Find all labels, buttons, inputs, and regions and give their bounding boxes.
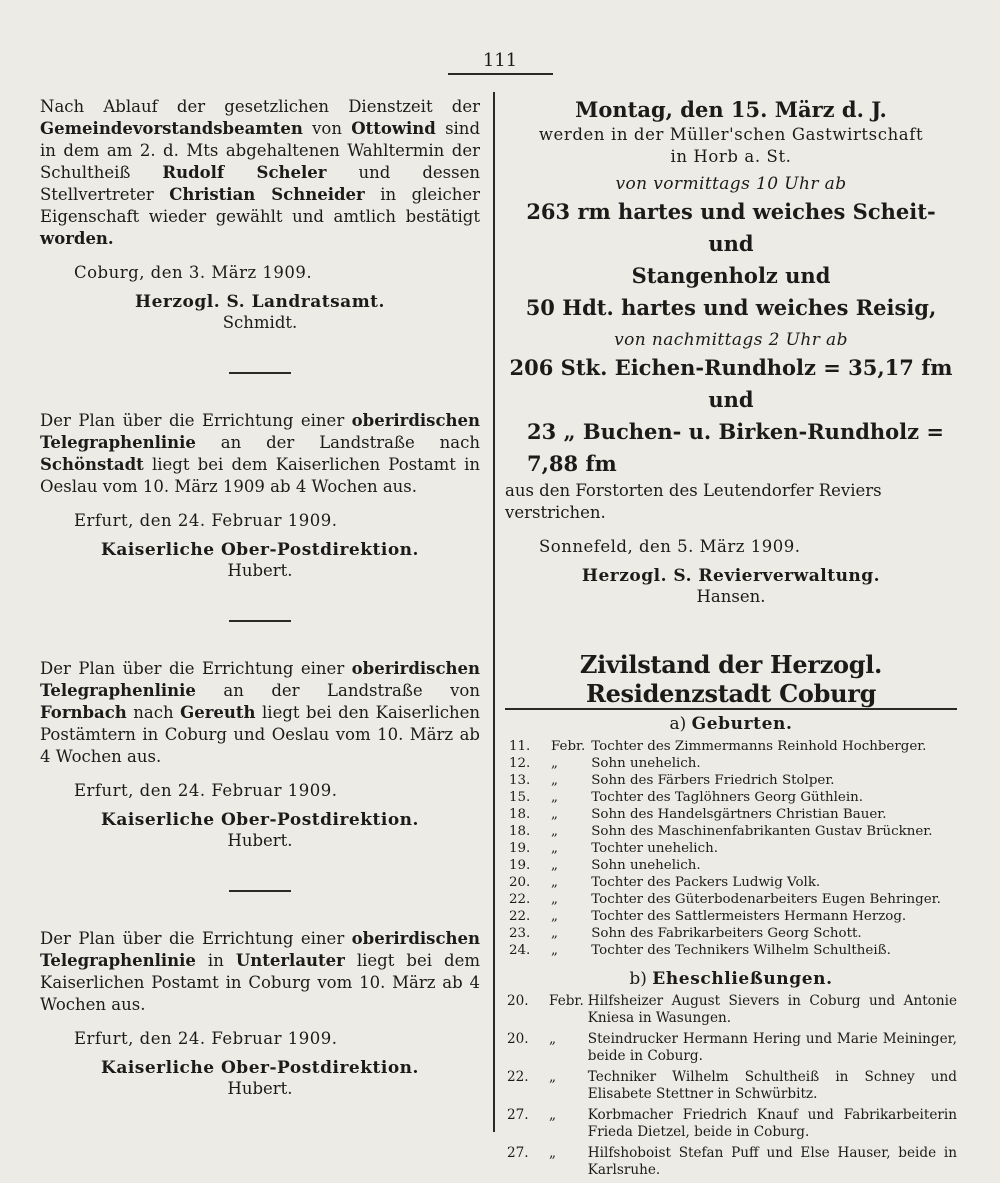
register-day: 24. <box>509 943 531 958</box>
table-row <box>505 891 957 908</box>
emphasized-text: Ottowind <box>351 119 436 138</box>
notice-authority: Herzogl. S. Revierverwaltung. <box>581 566 881 586</box>
emphasized-text: Rudolf Scheler <box>162 163 327 182</box>
register-title: Zivilstand der Herzogl. Residenzstadt Coburg <box>579 650 883 708</box>
register-entry: Tochter unehelich. <box>591 841 718 856</box>
register-month: „ <box>549 1107 557 1123</box>
body-text-segment: nach <box>126 703 181 722</box>
births-heading-label: Geburten. <box>691 714 793 734</box>
emphasized-text: Schönstadt <box>40 455 144 474</box>
register-month: „ <box>551 756 558 771</box>
notice-signer: Hubert. <box>227 831 293 850</box>
emphasized-text: oberirdischen Telegraphenlinie <box>40 929 480 970</box>
register-entry: Korbmacher Friedrich Knauf und Fabrikarbeiterin Frieda Dietzel, beide in Coburg. <box>587 1107 957 1140</box>
register-month: „ <box>551 909 558 924</box>
register-entry: Sohn des Handelsgärtners Christian Bauer. <box>591 807 887 822</box>
emphasized-text: oberirdischen Telegraphenlinie <box>40 411 480 452</box>
register-entry: Sohn unehelich. <box>591 756 701 771</box>
births-heading-prefix: a) <box>669 714 687 734</box>
marriages-heading <box>505 967 957 991</box>
register-entry: Sohn unehelich. <box>591 858 701 873</box>
register-month: „ <box>551 943 558 958</box>
register-entry: Tochter des Sattlermeisters Hermann Herzog. <box>591 909 907 924</box>
notice-authority: Kaiserliche Ober-Postdirektion. <box>101 540 419 560</box>
births-heading <box>505 712 957 736</box>
table-row <box>505 942 957 959</box>
register-month: Febr. <box>549 993 584 1009</box>
auction-tail-text: aus den Forstorten des Leutendorfer Reviers verstrichen. <box>505 481 882 522</box>
register-month: „ <box>549 1145 557 1161</box>
body-text-segment: Der Plan über die Errichtung einer <box>40 929 352 948</box>
table-row <box>505 772 957 789</box>
body-text-segment: in gleicher Eigenschaft wieder gewählt und amtlich bestätigt <box>40 185 480 226</box>
auction-lot: Stangenholz und <box>631 263 831 288</box>
table-row <box>505 1145 957 1183</box>
emphasized-text: Unterlauter <box>235 951 345 970</box>
register-month: „ <box>551 773 558 788</box>
table-row <box>505 1069 957 1107</box>
register-month: „ <box>551 824 558 839</box>
register-entry: Steindrucker Hermann Hering und Marie Meininger, beide in Coburg. <box>587 1031 957 1064</box>
register-day: 19. <box>509 841 531 856</box>
body-text-segment: in <box>195 951 236 970</box>
register-month: „ <box>551 790 558 805</box>
body-text-segment: Der Plan über die Errichtung einer <box>40 411 352 430</box>
body-text-segment: an der Landstraße nach <box>195 433 480 452</box>
table-row <box>505 1031 957 1069</box>
notice-timber-auction <box>505 96 957 608</box>
table-row <box>505 908 957 925</box>
notice-authority: Kaiserliche Ober-Postdirektion. <box>101 1058 419 1078</box>
register-month: „ <box>549 1031 557 1047</box>
notice-separator <box>229 890 291 892</box>
register-entry: Tochter des Güterbodenarbeiters Eugen Behringer. <box>591 892 941 907</box>
table-row <box>505 755 957 772</box>
register-day: 20. <box>507 1031 529 1047</box>
register-entry: Tochter des Zimmermanns Reinhold Hochberger. <box>591 739 927 754</box>
body-text-segment: von <box>302 119 352 138</box>
register-entry: Tochter des Packers Ludwig Volk. <box>591 875 821 890</box>
notice-body <box>40 928 480 1016</box>
auction-time-afternoon: von nachmittags 2 Uhr ab <box>614 330 848 350</box>
notice-election <box>40 96 480 334</box>
register-month: „ <box>551 892 558 907</box>
register-title-rule <box>505 708 957 710</box>
emphasized-text: Gemeindevorstandsbeamten <box>40 119 303 138</box>
register-month: „ <box>551 841 558 856</box>
notice-telegraph-schoenstadt <box>40 410 480 582</box>
register-month: „ <box>551 926 558 941</box>
register-day: 12. <box>509 756 531 771</box>
register-day: 22. <box>509 892 531 907</box>
auction-lot: 23 „ Buchen- u. Birken-Rundholz = 7,88 fm <box>527 419 944 476</box>
register-month: „ <box>549 1069 557 1085</box>
register-day: 20. <box>507 993 529 1009</box>
auction-location-line: in Horb a. St. <box>670 147 792 166</box>
left-column <box>40 96 480 1100</box>
notice-separator <box>229 620 291 622</box>
body-text-segment: Nach Ablauf der gesetzlichen Dienstzeit der <box>40 97 480 116</box>
table-row <box>505 993 957 1031</box>
auction-lot: 50 Hdt. hartes und weiches Reisig, <box>525 295 937 320</box>
emphasized-text: Christian Schneider <box>169 185 365 204</box>
auction-location-line: werden in der Müller'schen Gastwirtschaft <box>538 125 924 144</box>
notice-signer: Hubert. <box>227 561 293 580</box>
notice-date-line: Erfurt, den 24. Februar 1909. <box>74 511 338 530</box>
marriages-heading-prefix: b) <box>629 969 647 989</box>
marriages-heading-label: Eheschließungen. <box>652 969 833 989</box>
register-day: 11. <box>509 739 531 754</box>
register-day: 23. <box>509 926 531 941</box>
emphasized-text: oberirdischen Telegraphenlinie <box>40 659 480 700</box>
register-month: „ <box>551 807 558 822</box>
page-number-rule <box>448 73 553 75</box>
table-row <box>505 925 957 942</box>
notice-body <box>40 410 480 498</box>
register-day: 19. <box>509 858 531 873</box>
page-number: 111 <box>482 50 518 71</box>
body-text-segment: liegt bei den Kaiserlichen Postämtern in Coburg und Oeslau vom 10. März ab 4 Wochen aus. <box>40 703 480 766</box>
register-entry: Sohn des Fabrikarbeiters Georg Schott. <box>591 926 862 941</box>
emphasized-text: Fornbach <box>40 703 127 722</box>
body-text-segment: Der Plan über die Errichtung einer <box>40 659 352 678</box>
marriages-table <box>505 993 957 1183</box>
register-day: 27. <box>507 1145 529 1161</box>
register-day: 13. <box>509 773 531 788</box>
register-day: 22. <box>509 909 531 924</box>
notice-signer: Hubert. <box>227 1079 293 1098</box>
auction-time-morning: von vormittags 10 Uhr ab <box>615 174 847 194</box>
register-month: „ <box>551 858 558 873</box>
table-row <box>505 823 957 840</box>
notice-authority: Herzogl. S. Landratsamt. <box>135 292 385 312</box>
notice-date-line: Sonnefeld, den 5. März 1909. <box>539 537 801 556</box>
column-divider <box>493 92 495 1132</box>
notice-authority: Kaiserliche Ober-Postdirektion. <box>101 810 419 830</box>
register-day: 27. <box>507 1107 529 1123</box>
register-month: Febr. <box>551 739 586 754</box>
auction-lot: 206 Stk. Eichen-Rundholz = 35,17 fm und <box>509 355 953 412</box>
body-text-segment: sind in dem am 2. d. Mts abgehaltenen Wahltermin der Schultheiß <box>40 119 481 182</box>
notice-date-line: Erfurt, den 24. Februar 1909. <box>74 781 338 800</box>
register-day: 22. <box>507 1069 529 1085</box>
table-row <box>505 857 957 874</box>
table-row <box>505 1107 957 1145</box>
table-row <box>505 789 957 806</box>
notice-body <box>40 658 480 768</box>
notice-date-line: Coburg, den 3. März 1909. <box>74 263 313 282</box>
notice-body <box>40 96 480 250</box>
notice-telegraph-fornbach <box>40 658 480 852</box>
register-day: 15. <box>509 790 531 805</box>
table-row <box>505 840 957 857</box>
register-entry: Hilfshoboist Stefan Puff und Else Hauser, beide in Karlsruhe. <box>587 1145 957 1178</box>
auction-lot: 263 rm hartes und weiches Scheit- und <box>526 199 936 256</box>
births-table <box>505 738 957 959</box>
auction-heading: Montag, den 15. März d. J. <box>575 97 887 122</box>
notice-signer: Hansen. <box>696 587 766 606</box>
register-day: 18. <box>509 807 531 822</box>
body-text-segment: liegt bei dem Kaiserlichen Postamt in Oeslau vom 10. März 1909 ab 4 Wochen aus. <box>40 455 480 496</box>
notice-telegraph-unterlauter <box>40 928 480 1100</box>
register-entry: Hilfsheizer August Sievers in Coburg und Antonie Kniesa in Wasungen. <box>587 993 957 1026</box>
table-row <box>505 738 957 755</box>
body-text-segment: liegt bei dem Kaiserlichen Postamt in Coburg vom 10. März ab 4 Wochen aus. <box>40 951 480 1014</box>
notice-separator <box>229 372 291 374</box>
body-text-segment: an der Landstraße von <box>195 681 480 700</box>
table-row <box>505 806 957 823</box>
register-entry: Tochter des Technikers Wilhelm Schultheiß. <box>591 943 891 958</box>
notice-date-line: Erfurt, den 24. Februar 1909. <box>74 1029 338 1048</box>
emphasized-text: Gereuth <box>180 703 256 722</box>
register-entry: Techniker Wilhelm Schultheiß in Schney und Elisabete Stettner in Schwürbitz. <box>587 1069 957 1102</box>
body-text-segment: und dessen Stellvertreter <box>40 163 480 204</box>
notice-signer: Schmidt. <box>222 313 298 332</box>
register-day: 20. <box>509 875 531 890</box>
register-entry: Tochter des Taglöhners Georg Güthlein. <box>591 790 864 805</box>
right-column <box>505 96 957 1183</box>
register-entry: Sohn des Maschinenfabrikanten Gustav Brückner. <box>591 824 933 839</box>
register-month: „ <box>551 875 558 890</box>
emphasized-text: worden. <box>40 229 114 248</box>
register-day: 18. <box>509 824 531 839</box>
register-entry: Sohn des Färbers Friedrich Stolper. <box>591 773 835 788</box>
table-row <box>505 874 957 891</box>
